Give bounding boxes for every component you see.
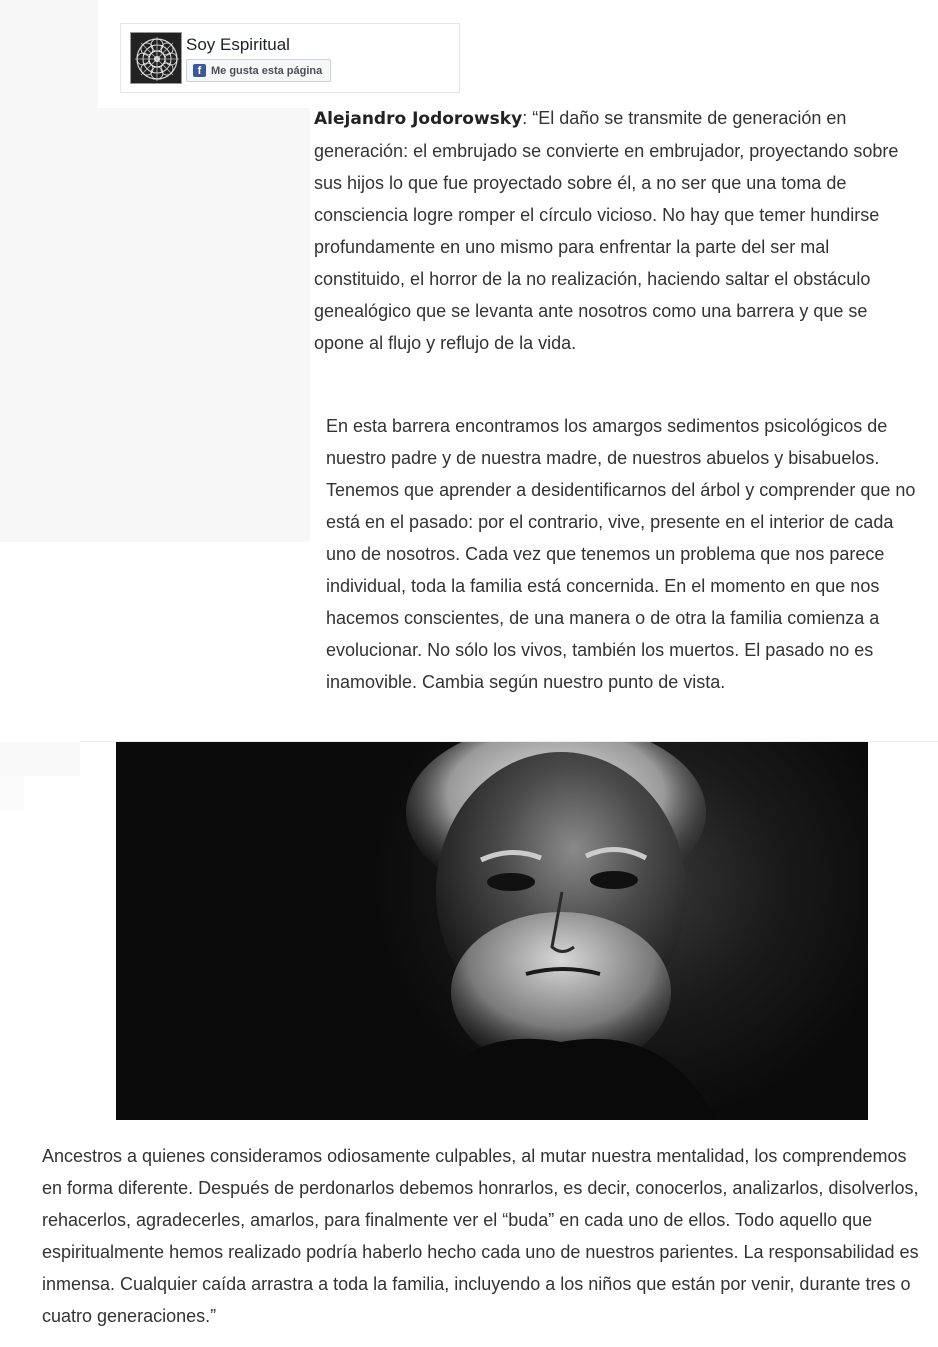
- sidebar-fragment-small: [0, 776, 24, 810]
- sidebar-fragment: [0, 742, 80, 776]
- like-page-button[interactable]: [186, 59, 331, 82]
- facebook-page-widget: [120, 23, 460, 93]
- portrait-illustration: [116, 742, 868, 1120]
- author-separator: :: [522, 108, 528, 128]
- author-portrait-photo: [116, 742, 868, 1120]
- facebook-f-icon: f: [193, 64, 206, 77]
- author-name: Alejandro Jodorowsky: [314, 109, 523, 129]
- page-avatar[interactable]: [130, 32, 182, 84]
- article-paragraph-2: En esta barrera encontramos los amargos sedimentos psicológicos de nuestro padre y de nuestra madre, de nuestros abuelos y bisabuelos. Tenemos que aprender a desidentificarnos del árbol y comprender que no está en el pasado: por el contrario, vive, presente en el interior de cada uno de nosotros. Cada vez que tenemos un problema que nos parece individual, toda la familia está concernida. En el momento en que nos hacemos conscientes, de una manera o de otra la familia comienza a evolucionar. No sólo los vivos, también los muertos. El pasado no es inamovible. Cambia según nuestro punto de vista.: [326, 416, 916, 692]
- mandala-icon: [131, 33, 182, 84]
- article-paragraph-3: Ancestros a quienes consideramos odiosamente culpables, al mutar nuestra mentalidad, los comprendemos en forma diferente. Después de perdonarlos debemos honrarlos, es decir, conocerlos, analizarlos, disolverlos, rehacerlos, agradecerles, amarlos, para finalmente ver el “buda” en cada uno de ellos. Todo aquello que espiritualmente hemos realizado podría haberlo hecho cada uno de nuestros parientes. La responsabilidad es inmensa. Cualquier caída arrastra a toda la familia, incluyendo a los niños que están por venir, durante tres o cuatro generaciones.”: [42, 1146, 919, 1326]
- like-button-label: Me gusta esta página: [211, 64, 323, 77]
- article-paragraph-1: [314, 102, 904, 359]
- paragraph-1-text: “El daño se transmite de generación en generación: el embrujado se convierte en embrujador, proyectando sobre sus hijos lo que fue proyectado sobre él, a no ser que una toma de consciencia logre romper el círculo vicioso. No hay que temer hundirse profundamente en uno mismo para enfrentar la parte del ser mal constituido, el horror de la no realización, haciendo saltar el obstáculo genealógico que se levanta ante nosotros como una barrera y que se opone al flujo y reflujo de la vida.: [314, 108, 899, 353]
- page-name-link[interactable]: Soy Espiritual: [186, 35, 290, 54]
